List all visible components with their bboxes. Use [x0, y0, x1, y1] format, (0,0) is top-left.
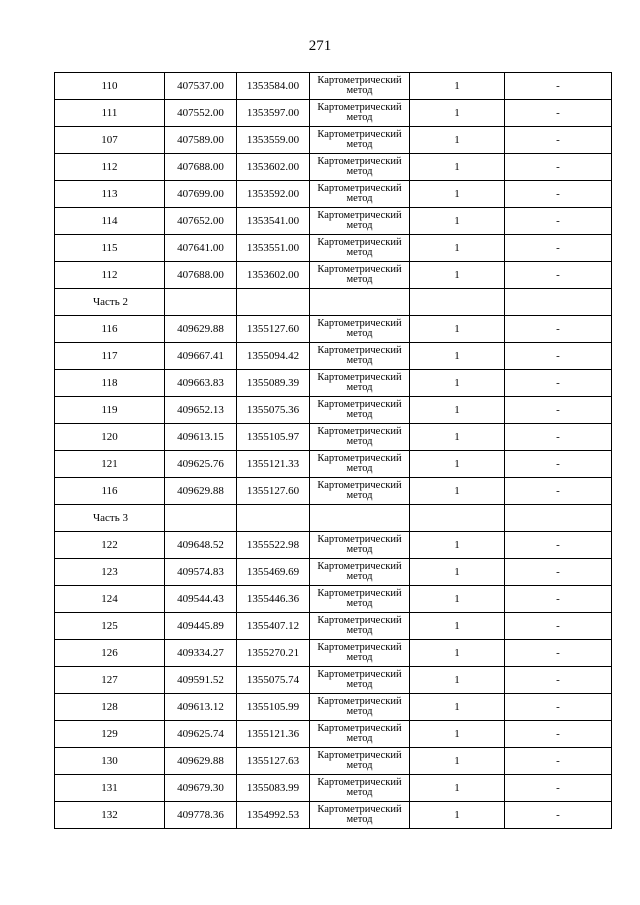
x-coordinate-cell: 407552.00: [165, 100, 237, 127]
point-number-cell: 130: [55, 748, 165, 775]
method-cell: Картометрический метод: [310, 100, 410, 127]
point-number-cell: 116: [55, 316, 165, 343]
table-row: [55, 640, 612, 667]
y-coordinate-cell: 1355075.74: [237, 667, 310, 694]
x-coordinate-cell: 409648.52: [165, 532, 237, 559]
note-cell: -: [505, 694, 612, 721]
note-cell: -: [505, 262, 612, 289]
method-cell: Картометрический метод: [310, 721, 410, 748]
point-number-cell: 122: [55, 532, 165, 559]
accuracy-cell: 1: [410, 73, 505, 100]
accuracy-cell: 1: [410, 262, 505, 289]
table-row: [55, 127, 612, 154]
point-number-cell: 128: [55, 694, 165, 721]
table-row: [55, 208, 612, 235]
accuracy-cell: 1: [410, 802, 505, 829]
empty-cell: [237, 505, 310, 532]
y-coordinate-cell: 1355121.33: [237, 451, 310, 478]
point-number-cell: 118: [55, 370, 165, 397]
note-cell: -: [505, 343, 612, 370]
accuracy-cell: 1: [410, 559, 505, 586]
method-cell: Картометрический метод: [310, 73, 410, 100]
point-number-cell: 121: [55, 451, 165, 478]
note-cell: -: [505, 100, 612, 127]
note-cell: -: [505, 721, 612, 748]
note-cell: -: [505, 451, 612, 478]
y-coordinate-cell: 1355270.21: [237, 640, 310, 667]
x-coordinate-cell: 409625.76: [165, 451, 237, 478]
note-cell: -: [505, 586, 612, 613]
table-row: [55, 235, 612, 262]
coordinates-table-body: [55, 73, 612, 829]
empty-cell: [165, 505, 237, 532]
table-row: [55, 424, 612, 451]
table-row: [55, 451, 612, 478]
point-number-cell: 125: [55, 613, 165, 640]
note-cell: -: [505, 370, 612, 397]
point-number-cell: 112: [55, 154, 165, 181]
method-cell: Картометрический метод: [310, 559, 410, 586]
method-cell: Картометрический метод: [310, 154, 410, 181]
y-coordinate-cell: 1355094.42: [237, 343, 310, 370]
point-number-cell: 124: [55, 586, 165, 613]
table-row: [55, 397, 612, 424]
method-cell: Картометрический метод: [310, 532, 410, 559]
point-number-cell: 111: [55, 100, 165, 127]
accuracy-cell: 1: [410, 613, 505, 640]
table-row: [55, 478, 612, 505]
y-coordinate-cell: 1353559.00: [237, 127, 310, 154]
y-coordinate-cell: 1355089.39: [237, 370, 310, 397]
x-coordinate-cell: 409574.83: [165, 559, 237, 586]
method-cell: Картометрический метод: [310, 370, 410, 397]
method-cell: Картометрический метод: [310, 748, 410, 775]
y-coordinate-cell: 1355446.36: [237, 586, 310, 613]
table-row: [55, 667, 612, 694]
x-coordinate-cell: 409663.83: [165, 370, 237, 397]
point-number-cell: 123: [55, 559, 165, 586]
note-cell: -: [505, 235, 612, 262]
y-coordinate-cell: 1355075.36: [237, 397, 310, 424]
note-cell: -: [505, 154, 612, 181]
accuracy-cell: 1: [410, 316, 505, 343]
accuracy-cell: 1: [410, 397, 505, 424]
note-cell: -: [505, 397, 612, 424]
note-cell: -: [505, 640, 612, 667]
note-cell: -: [505, 478, 612, 505]
x-coordinate-cell: 407652.00: [165, 208, 237, 235]
accuracy-cell: 1: [410, 424, 505, 451]
note-cell: -: [505, 748, 612, 775]
x-coordinate-cell: 409778.36: [165, 802, 237, 829]
x-coordinate-cell: 407589.00: [165, 127, 237, 154]
note-cell: -: [505, 532, 612, 559]
coordinates-table: [54, 72, 612, 829]
accuracy-cell: 1: [410, 640, 505, 667]
empty-cell: [505, 289, 612, 316]
y-coordinate-cell: 1353602.00: [237, 262, 310, 289]
note-cell: -: [505, 73, 612, 100]
accuracy-cell: 1: [410, 721, 505, 748]
point-number-cell: 119: [55, 397, 165, 424]
x-coordinate-cell: 409591.52: [165, 667, 237, 694]
note-cell: -: [505, 559, 612, 586]
x-coordinate-cell: 409613.12: [165, 694, 237, 721]
y-coordinate-cell: 1353602.00: [237, 154, 310, 181]
note-cell: -: [505, 667, 612, 694]
y-coordinate-cell: 1353597.00: [237, 100, 310, 127]
method-cell: Картометрический метод: [310, 235, 410, 262]
method-cell: Картометрический метод: [310, 613, 410, 640]
note-cell: -: [505, 775, 612, 802]
note-cell: -: [505, 424, 612, 451]
point-number-cell: 107: [55, 127, 165, 154]
table-row: [55, 613, 612, 640]
accuracy-cell: 1: [410, 451, 505, 478]
empty-cell: [505, 505, 612, 532]
table-row: [55, 532, 612, 559]
method-cell: Картометрический метод: [310, 478, 410, 505]
table-row: [55, 73, 612, 100]
x-coordinate-cell: 409629.88: [165, 478, 237, 505]
y-coordinate-cell: 1355127.63: [237, 748, 310, 775]
empty-cell: [310, 505, 410, 532]
table-row: [55, 586, 612, 613]
table-row: [55, 775, 612, 802]
point-number-cell: 127: [55, 667, 165, 694]
empty-cell: [237, 289, 310, 316]
accuracy-cell: 1: [410, 154, 505, 181]
point-number-cell: 132: [55, 802, 165, 829]
point-number-cell: 131: [55, 775, 165, 802]
y-coordinate-cell: 1355407.12: [237, 613, 310, 640]
note-cell: -: [505, 208, 612, 235]
note-cell: -: [505, 127, 612, 154]
empty-cell: [310, 289, 410, 316]
y-coordinate-cell: 1355105.97: [237, 424, 310, 451]
table-row: [55, 181, 612, 208]
x-coordinate-cell: 407537.00: [165, 73, 237, 100]
y-coordinate-cell: 1355105.99: [237, 694, 310, 721]
x-coordinate-cell: 407688.00: [165, 262, 237, 289]
part-header-row: [55, 289, 612, 316]
accuracy-cell: 1: [410, 235, 505, 262]
point-number-cell: 113: [55, 181, 165, 208]
accuracy-cell: 1: [410, 775, 505, 802]
accuracy-cell: 1: [410, 748, 505, 775]
method-cell: Картометрический метод: [310, 694, 410, 721]
x-coordinate-cell: 409667.41: [165, 343, 237, 370]
x-coordinate-cell: 407641.00: [165, 235, 237, 262]
method-cell: Картометрический метод: [310, 667, 410, 694]
table-row: [55, 154, 612, 181]
accuracy-cell: 1: [410, 532, 505, 559]
y-coordinate-cell: 1353584.00: [237, 73, 310, 100]
accuracy-cell: 1: [410, 100, 505, 127]
method-cell: Картометрический метод: [310, 208, 410, 235]
table-row: [55, 316, 612, 343]
y-coordinate-cell: 1355522.98: [237, 532, 310, 559]
point-number-cell: 117: [55, 343, 165, 370]
method-cell: Картометрический метод: [310, 397, 410, 424]
table-row: [55, 559, 612, 586]
y-coordinate-cell: 1355083.99: [237, 775, 310, 802]
accuracy-cell: 1: [410, 181, 505, 208]
x-coordinate-cell: 407688.00: [165, 154, 237, 181]
y-coordinate-cell: 1355469.69: [237, 559, 310, 586]
y-coordinate-cell: 1353551.00: [237, 235, 310, 262]
method-cell: Картометрический метод: [310, 640, 410, 667]
method-cell: Картометрический метод: [310, 586, 410, 613]
x-coordinate-cell: 409334.27: [165, 640, 237, 667]
x-coordinate-cell: 409625.74: [165, 721, 237, 748]
accuracy-cell: 1: [410, 343, 505, 370]
accuracy-cell: 1: [410, 370, 505, 397]
y-coordinate-cell: 1353592.00: [237, 181, 310, 208]
point-number-cell: 115: [55, 235, 165, 262]
table-row: [55, 262, 612, 289]
point-number-cell: 112: [55, 262, 165, 289]
accuracy-cell: 1: [410, 667, 505, 694]
method-cell: Картометрический метод: [310, 451, 410, 478]
x-coordinate-cell: 409445.89: [165, 613, 237, 640]
y-coordinate-cell: 1355121.36: [237, 721, 310, 748]
accuracy-cell: 1: [410, 127, 505, 154]
part-header-row: [55, 505, 612, 532]
table-row: [55, 370, 612, 397]
table-row: [55, 343, 612, 370]
point-number-cell: 110: [55, 73, 165, 100]
x-coordinate-cell: 409629.88: [165, 748, 237, 775]
part-label: Часть 3: [55, 505, 165, 532]
empty-cell: [165, 289, 237, 316]
method-cell: Картометрический метод: [310, 343, 410, 370]
page-number: 271: [308, 38, 332, 54]
part-label: Часть 2: [55, 289, 165, 316]
x-coordinate-cell: 409544.43: [165, 586, 237, 613]
method-cell: Картометрический метод: [310, 316, 410, 343]
method-cell: Картометрический метод: [310, 181, 410, 208]
note-cell: -: [505, 181, 612, 208]
x-coordinate-cell: 409679.30: [165, 775, 237, 802]
x-coordinate-cell: 409629.88: [165, 316, 237, 343]
method-cell: Картометрический метод: [310, 802, 410, 829]
point-number-cell: 114: [55, 208, 165, 235]
x-coordinate-cell: 407699.00: [165, 181, 237, 208]
x-coordinate-cell: 409613.15: [165, 424, 237, 451]
method-cell: Картометрический метод: [310, 775, 410, 802]
empty-cell: [410, 289, 505, 316]
y-coordinate-cell: 1355127.60: [237, 478, 310, 505]
point-number-cell: 116: [55, 478, 165, 505]
point-number-cell: 129: [55, 721, 165, 748]
table-row: [55, 802, 612, 829]
table-row: [55, 748, 612, 775]
note-cell: -: [505, 802, 612, 829]
table-row: [55, 694, 612, 721]
method-cell: Картометрический метод: [310, 127, 410, 154]
empty-cell: [410, 505, 505, 532]
point-number-cell: 120: [55, 424, 165, 451]
y-coordinate-cell: 1354992.53: [237, 802, 310, 829]
table-row: [55, 721, 612, 748]
x-coordinate-cell: 409652.13: [165, 397, 237, 424]
note-cell: -: [505, 613, 612, 640]
accuracy-cell: 1: [410, 586, 505, 613]
accuracy-cell: 1: [410, 694, 505, 721]
method-cell: Картометрический метод: [310, 262, 410, 289]
note-cell: -: [505, 316, 612, 343]
y-coordinate-cell: 1353541.00: [237, 208, 310, 235]
y-coordinate-cell: 1355127.60: [237, 316, 310, 343]
method-cell: Картометрический метод: [310, 424, 410, 451]
table-row: [55, 100, 612, 127]
point-number-cell: 126: [55, 640, 165, 667]
accuracy-cell: 1: [410, 208, 505, 235]
accuracy-cell: 1: [410, 478, 505, 505]
